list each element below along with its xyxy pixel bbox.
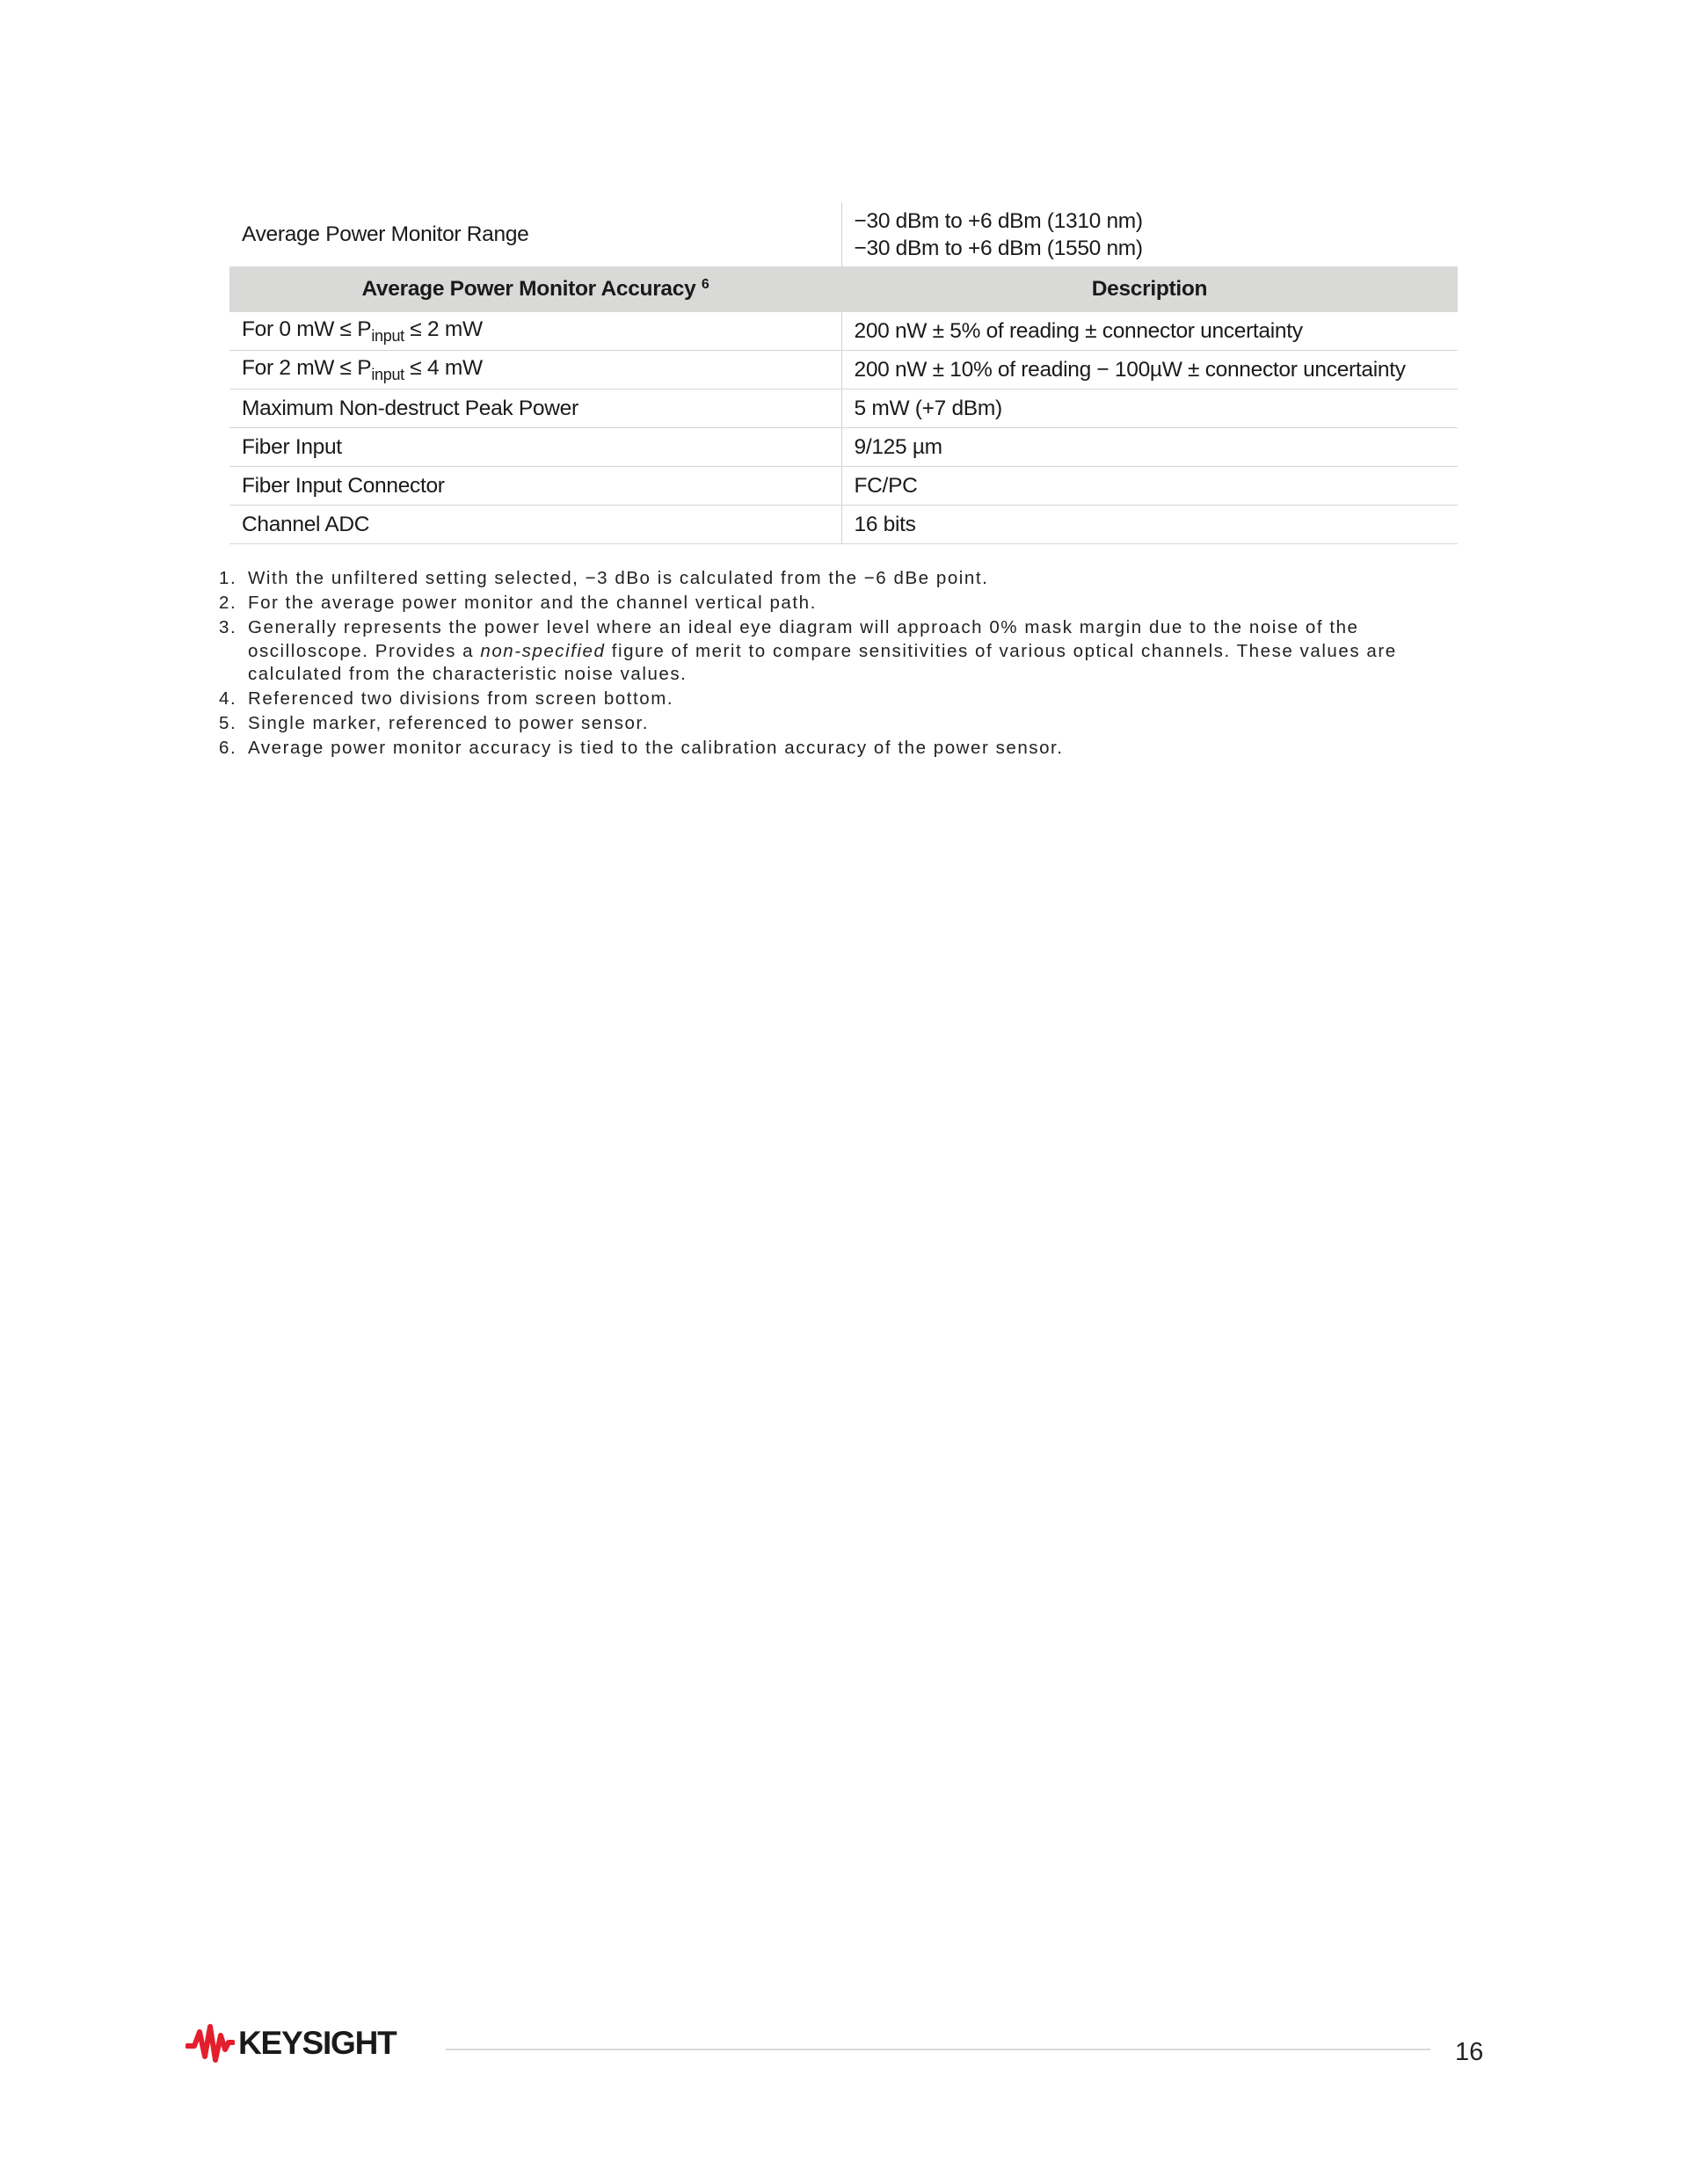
footnote-emphasis: non-specified <box>480 640 606 661</box>
row-value: 16 bits <box>841 506 1458 544</box>
row-value: 9/125 µm <box>841 428 1458 467</box>
table-row <box>229 389 1458 428</box>
footnote-ref: 6 <box>701 277 709 292</box>
row-value: 200 nW ± 10% of reading − 100µW ± connector uncertainty <box>841 351 1458 389</box>
header-accuracy <box>229 266 841 312</box>
row-label <box>229 312 841 351</box>
footnote-number: 3. <box>219 617 237 637</box>
footnote-text: With the unfiltered setting selected, −3 dBo is calculated from the −6 dBe point. <box>248 568 989 588</box>
footnote-item <box>219 567 1467 591</box>
keysight-logo <box>186 2022 397 2064</box>
page-number: 16 <box>1455 2038 1484 2066</box>
footnote-text: For the average power monitor and the channel vertical path. <box>248 593 817 613</box>
specifications-table <box>229 202 1458 544</box>
footnote-number: 1. <box>219 568 237 588</box>
table-header-row <box>229 266 1458 312</box>
label-subscript: input <box>371 365 404 383</box>
range-value-1310: −30 dBm to +6 dBm (1310 nm) <box>854 208 1143 233</box>
label-subscript: input <box>371 326 404 345</box>
footnotes-list <box>219 567 1467 761</box>
table-row <box>229 428 1458 467</box>
table-row <box>229 506 1458 544</box>
row-value <box>841 202 1458 266</box>
row-label: Fiber Input <box>229 428 841 467</box>
footnote-text: Single marker, referenced to power sensor. <box>248 713 649 733</box>
footnote-item <box>219 688 1467 711</box>
header-accuracy-label: Average Power Monitor Accuracy <box>361 277 696 301</box>
table-row <box>229 467 1458 506</box>
footnote-number: 5. <box>219 713 237 733</box>
footnote-text: Average power monitor accuracy is tied to the calibration accuracy of the power sensor. <box>248 738 1064 758</box>
header-description: Description <box>841 266 1458 312</box>
range-value-1550: −30 dBm to +6 dBm (1550 nm) <box>854 236 1143 260</box>
footnote-text: figure of merit to compare sensitivities of various optical channels. These values are calculated from the characteristic noise values. <box>248 640 1397 684</box>
footnote-item <box>219 592 1467 615</box>
footnote-number: 6. <box>219 738 237 758</box>
row-value: FC/PC <box>841 467 1458 506</box>
footnote-text: Generally represents the power level where an ideal eye diagram will approach 0% mask margin due to the noise of the oscilloscope. Provides a <box>248 617 1359 661</box>
row-label <box>229 351 841 389</box>
table-row-power-monitor-range <box>229 202 1458 266</box>
footnote-text: Referenced two divisions from screen bottom. <box>248 688 674 709</box>
label-part: ≤ 2 mW <box>404 317 483 341</box>
footer-divider <box>446 2049 1430 2050</box>
logo-wave-line <box>187 2027 233 2060</box>
footnote-item <box>219 737 1467 761</box>
footnote-number: 4. <box>219 688 237 709</box>
row-value: 5 mW (+7 dBm) <box>841 389 1458 428</box>
row-label: Fiber Input Connector <box>229 467 841 506</box>
footnote-item <box>219 616 1467 687</box>
row-label: Average Power Monitor Range <box>242 222 529 246</box>
row-label: Channel ADC <box>229 506 841 544</box>
table-row <box>229 312 1458 351</box>
label-part: For 0 mW ≤ P <box>242 317 372 341</box>
row-value: 200 nW ± 5% of reading ± connector uncertainty <box>841 312 1458 351</box>
table-row <box>229 351 1458 389</box>
footnote-item <box>219 712 1467 736</box>
row-label: Maximum Non-destruct Peak Power <box>229 389 841 428</box>
logo-wordmark: KEYSIGHT <box>238 2025 397 2061</box>
keysight-wave-icon <box>186 2023 235 2064</box>
label-part: ≤ 4 mW <box>404 355 483 380</box>
footnote-number: 2. <box>219 593 237 613</box>
label-part: For 2 mW ≤ P <box>242 355 372 380</box>
